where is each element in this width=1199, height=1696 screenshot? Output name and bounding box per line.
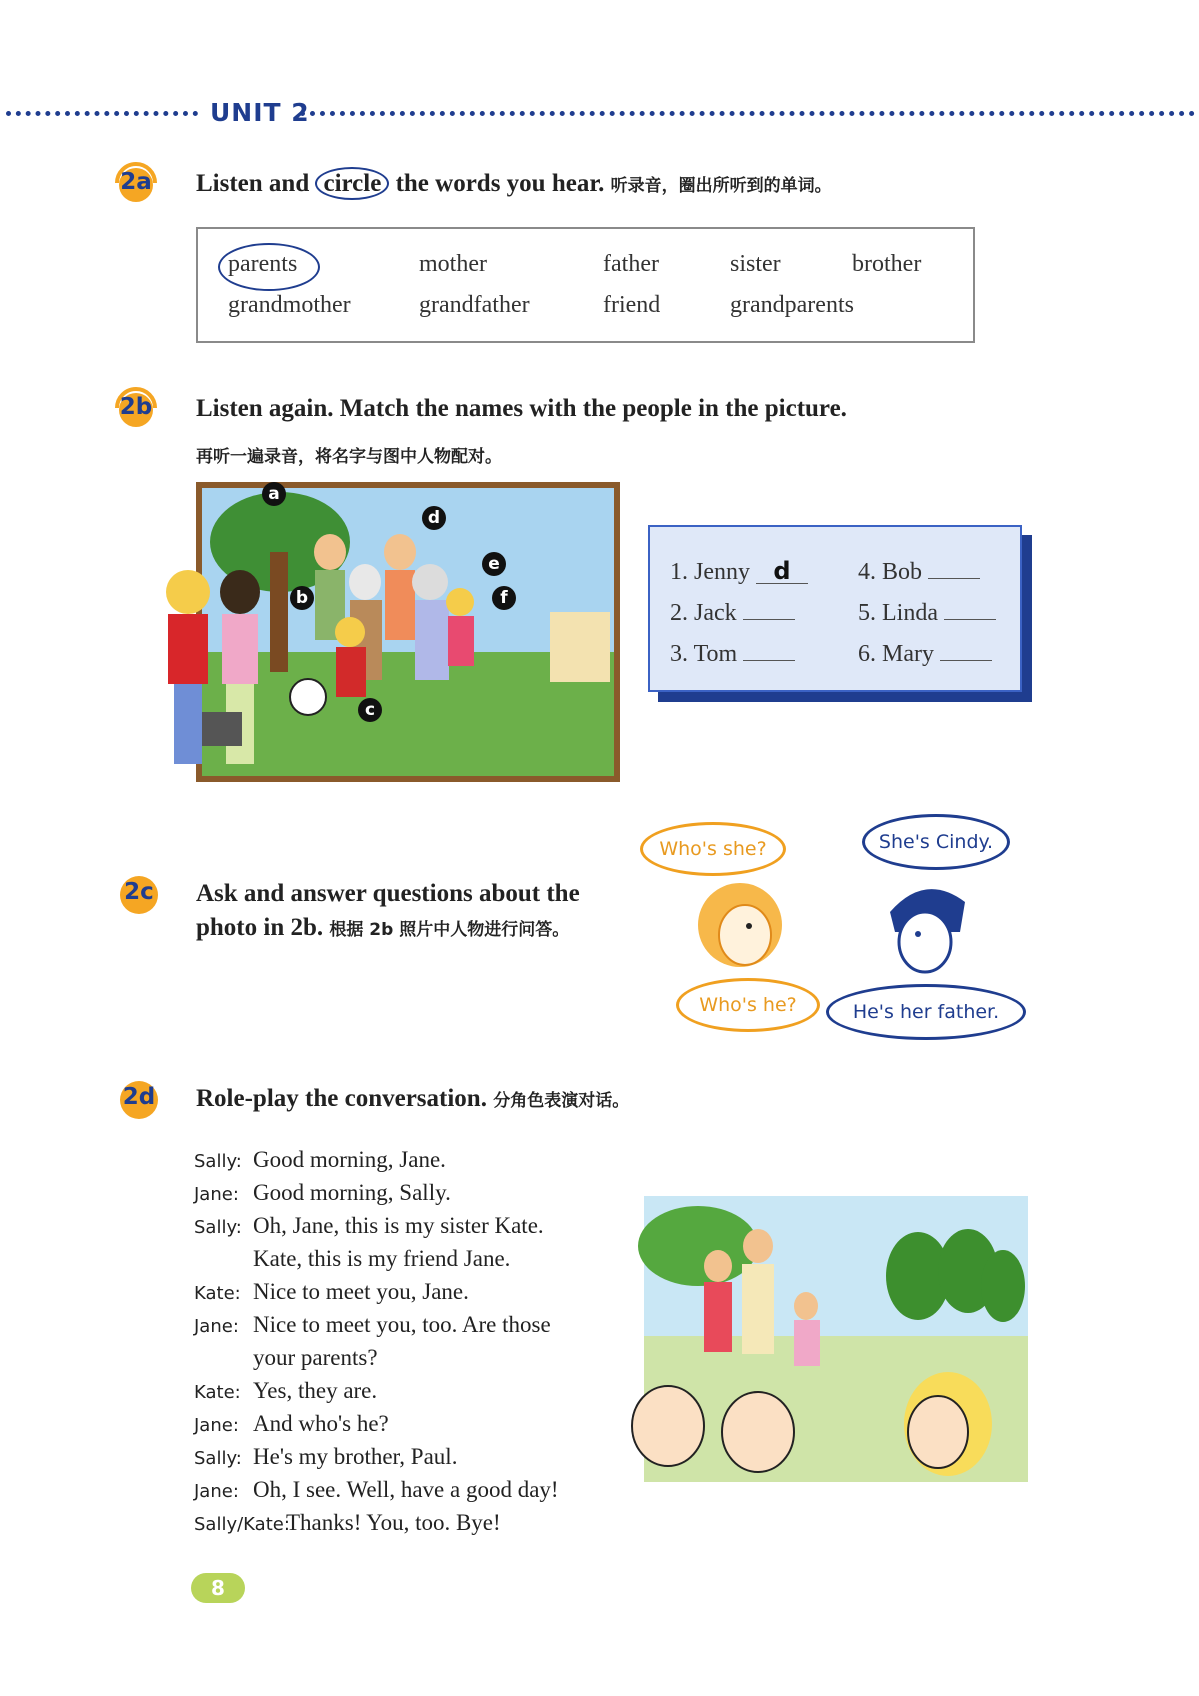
word-sister[interactable]: sister — [730, 251, 781, 277]
match-item-1: 1. Jenny d — [670, 559, 808, 586]
bubble-hes-her-father: He's her father. — [826, 984, 1026, 1040]
instruction-2b-cn: 再听一遍录音，将名字与图中人物配对。 — [196, 447, 502, 467]
bubble-whos-he: Who's he? — [676, 978, 820, 1032]
match-item-4: 4. Bob — [858, 559, 980, 586]
dialogue-line-7: your parents? — [253, 1345, 378, 1370]
instruction-2c-line1: Ask and answer questions about the — [196, 880, 580, 907]
girl-character — [685, 870, 795, 990]
unit-title: UNIT 2 — [210, 98, 310, 127]
instruction-2a — [196, 170, 832, 198]
answer-blank-1[interactable]: d — [756, 559, 808, 584]
bubble-shes-cindy: She's Cindy. — [862, 814, 1010, 870]
word-grandmother[interactable]: grandmother — [228, 292, 351, 318]
instr-2c-cn: 根据 2b 照片中人物进行问答。 — [329, 920, 570, 940]
instruction-2d — [196, 1085, 629, 1113]
bubble-whos-she: Who's she? — [640, 822, 786, 876]
match-item-6: 6. Mary — [858, 641, 992, 668]
badge-2d-label: 2d — [122, 1084, 156, 1110]
page-number: 8 — [191, 1573, 245, 1603]
dialogue-line-5: Kate: Nice to meet you, Jane. — [194, 1279, 469, 1304]
badge-2b — [114, 388, 158, 432]
header-dots-left — [6, 111, 198, 116]
instruction-2c-line2 — [196, 914, 569, 942]
dialogue-line-9: Jane: And who's he? — [194, 1411, 389, 1436]
answer-blank-2[interactable] — [743, 619, 795, 620]
dialogue-line-3: Sally: Oh, Jane, this is my sister Kate. — [194, 1213, 544, 1238]
header-dots-right — [300, 111, 1195, 116]
badge-2c — [117, 873, 161, 917]
answer-blank-4[interactable] — [928, 578, 980, 579]
dialogue-line-2: Jane: Good morning, Sally. — [194, 1180, 451, 1205]
match-item-3: 3. Tom — [670, 641, 795, 668]
dialogue-line-4: Kate, this is my friend Jane. — [253, 1246, 511, 1271]
instr-2a-cn: 听录音，圈出所听到的单词。 — [610, 176, 832, 196]
photo-label-e: e — [482, 552, 506, 576]
dialogue-line-10: Sally: He's my brother, Paul. — [194, 1444, 458, 1469]
match-box — [648, 525, 1022, 692]
match-item-5: 5. Linda — [858, 600, 996, 627]
dialogue-line-6: Jane: Nice to meet you, too. Are those — [194, 1312, 551, 1337]
word-parents[interactable]: parents — [228, 251, 298, 277]
word-grandfather[interactable]: grandfather — [419, 292, 530, 318]
photo-label-b: b — [290, 586, 314, 610]
badge-2d — [117, 1078, 161, 1122]
instr-2d-text: Role-play the conversation. — [196, 1085, 487, 1112]
badge-2b-label: 2b — [119, 394, 153, 420]
badge-2c-label: 2c — [124, 879, 154, 905]
badge-2a-label: 2a — [120, 169, 152, 195]
answer-blank-5[interactable] — [944, 619, 996, 620]
dialogue-line-8: Kate: Yes, they are. — [194, 1378, 378, 1403]
word-brother[interactable]: brother — [852, 251, 922, 277]
word-grandparents[interactable]: grandparents — [730, 292, 854, 318]
family-photo — [130, 482, 630, 830]
badge-2a — [114, 163, 158, 207]
dialogue-line-12: Sally/Kate:Thanks! You, too. Bye! — [194, 1510, 501, 1535]
instr-2a-pre: Listen and — [196, 170, 310, 197]
instr-2a-circled: circle — [315, 167, 389, 200]
photo-label-a: a — [262, 482, 286, 506]
instr-2a-post: the words you hear. — [395, 170, 605, 197]
answer-blank-6[interactable] — [940, 660, 992, 661]
dialogue-line-11: Jane: Oh, I see. Well, have a good day! — [194, 1477, 559, 1502]
photo-label-c: c — [358, 698, 382, 722]
match-item-2: 2. Jack — [670, 600, 795, 627]
word-father[interactable]: father — [603, 251, 659, 277]
photo-label-f: f — [492, 586, 516, 610]
answer-blank-3[interactable] — [743, 660, 795, 661]
dialogue-line-1: Sally: Good morning, Jane. — [194, 1147, 446, 1172]
instr-2c-line2-text: photo in 2b. — [196, 914, 324, 941]
word-box — [196, 227, 975, 343]
word-friend[interactable]: friend — [603, 292, 661, 318]
word-mother[interactable]: mother — [419, 251, 487, 277]
photo-label-d: d — [422, 506, 446, 530]
instr-2d-cn: 分角色表演对话。 — [493, 1091, 630, 1111]
instruction-2b: Listen again. Match the names with the people in the picture. — [196, 395, 847, 422]
boy-character — [870, 872, 980, 992]
park-scene-picture — [608, 1196, 1028, 1482]
